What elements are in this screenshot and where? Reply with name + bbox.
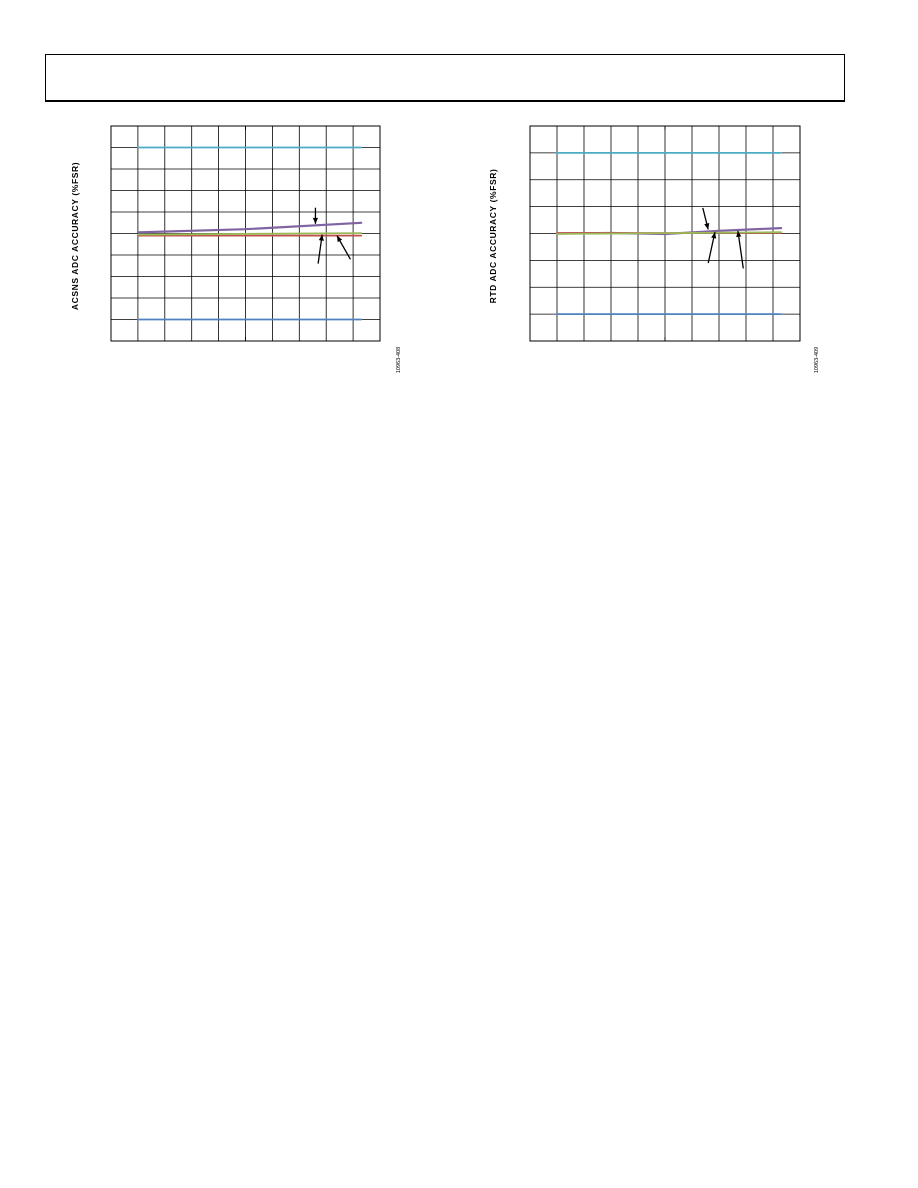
series-line [138, 223, 361, 233]
annotation-arrowhead [313, 218, 318, 224]
y-axis-label: ACSNS ADC ACCURACY (%FSR) [70, 161, 80, 311]
figure-id: 10963-409 [814, 346, 820, 374]
chart-rtd-adc-accuracy [488, 126, 820, 373]
figure-id: 10963-408 [396, 346, 402, 374]
y-axis-label: RTD ADC ACCURACY (%FSR) [488, 168, 498, 304]
chart-acsns-adc-accuracy [70, 126, 402, 373]
